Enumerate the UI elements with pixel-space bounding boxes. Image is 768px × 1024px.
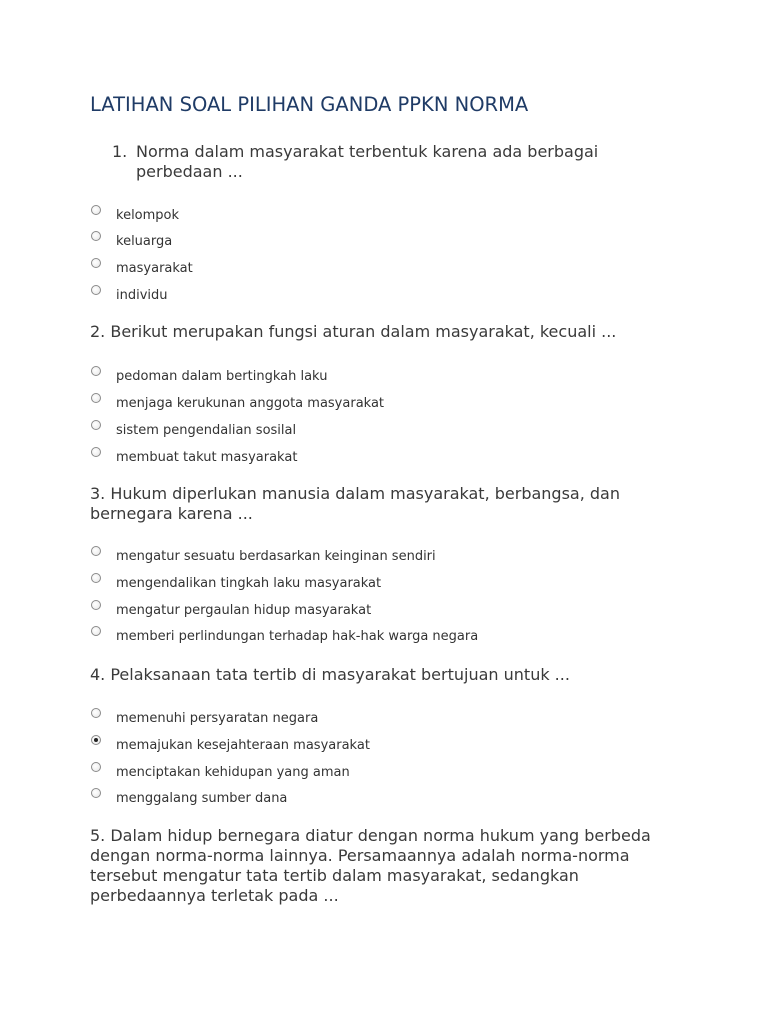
option-label: memajukan kesejahteraan masyarakat [116,738,370,753]
option-q3-a[interactable] [91,546,611,566]
radio-button[interactable] [91,447,101,457]
option-label: kelompok [116,208,180,223]
option-label: mengendalikan tingkah laku masyarakat [116,576,382,591]
radio-button[interactable] [91,788,101,798]
radio-button[interactable] [91,626,101,636]
radio-button[interactable] [91,546,101,556]
option-q4-b[interactable] [91,735,611,755]
radio-button[interactable] [91,420,101,430]
question-1-text: Norma dalam masyarakat terbentuk karena ada berbagai perbedaan ... [136,142,599,181]
option-q3-d[interactable] [91,626,611,646]
option-q4-a[interactable] [91,708,611,728]
option-label: mengatur pergaulan hidup masyarakat [116,603,372,618]
option-label: menciptakan kehidupan yang aman [116,765,350,780]
option-q1-a[interactable] [91,205,611,225]
radio-button[interactable] [91,393,101,403]
option-q1-b[interactable] [91,231,611,251]
radio-button[interactable] [91,205,101,215]
radio-button[interactable] [91,762,101,772]
question-1-number: 1. [112,142,128,161]
radio-button-selected[interactable] [91,735,101,745]
option-q2-b[interactable] [91,393,611,413]
option-q2-a[interactable] [91,366,611,386]
option-q3-c[interactable] [91,600,611,620]
radio-button[interactable] [91,366,101,376]
option-label: individu [116,288,168,303]
option-label: keluarga [116,234,173,249]
option-label: memenuhi persyaratan negara [116,711,319,726]
radio-button[interactable] [91,258,101,268]
page-title: LATIHAN SOAL PILIHAN GANDA PPKN NORMA [90,93,529,116]
question-4-text: 4. Pelaksanaan tata tertib di masyarakat bertujuan untuk ... [90,665,570,684]
radio-button[interactable] [91,600,101,610]
question-3-text: 3. Hukum diperlukan manusia dalam masyarakat, berbangsa, dan bernegara karena ... [90,484,620,523]
option-label: sistem pengendalian sosilal [116,423,297,438]
option-q4-c[interactable] [91,762,611,782]
option-label: masyarakat [116,261,193,276]
option-q1-c[interactable] [91,258,611,278]
option-label: menjaga kerukunan anggota masyarakat [116,396,385,411]
option-label: pedoman dalam bertingkah laku [116,369,328,384]
radio-button[interactable] [91,231,101,241]
option-label: memberi perlindungan terhadap hak-hak warga negara [116,629,479,644]
option-q3-b[interactable] [91,573,611,593]
question-2-text: 2. Berikut merupakan fungsi aturan dalam masyarakat, kecuali ... [90,322,617,341]
option-label: mengatur sesuatu berdasarkan keinginan sendiri [116,549,436,564]
question-5-text: 5. Dalam hidup bernegara diatur dengan norma hukum yang berbeda dengan norma-norma lainnya. Persamaannya adalah norma-norma tersebut mengatur tata tertib dalam masyarakat, sedangkan perbedaannya terletak pada ... [90,826,651,905]
option-q2-d[interactable] [91,447,611,467]
option-label: menggalang sumber dana [116,791,288,806]
option-label: membuat takut masyarakat [116,450,298,465]
radio-button[interactable] [91,573,101,583]
radio-button[interactable] [91,285,101,295]
option-q1-d[interactable] [91,285,611,305]
option-q2-c[interactable] [91,420,611,440]
option-q4-d[interactable] [91,788,611,808]
radio-button[interactable] [91,708,101,718]
question-1 [112,142,652,182]
